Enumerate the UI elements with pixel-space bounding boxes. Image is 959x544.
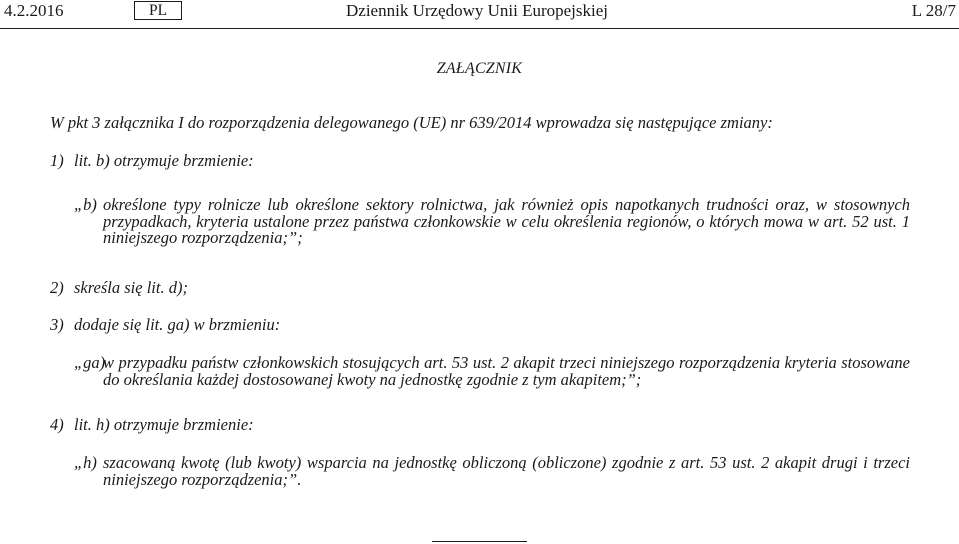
publication-date: 4.2.2016 bbox=[4, 1, 64, 20]
item-text: lit. b) otrzymuje brzmienie: bbox=[74, 151, 254, 170]
item-number: 1) bbox=[50, 151, 64, 170]
item-text: lit. h) otrzymuje brzmienie: bbox=[74, 415, 254, 434]
footnote-rule bbox=[432, 541, 527, 542]
quote-label: „h) bbox=[74, 453, 97, 472]
quote-text: określone typy rolnicze lub określone sektory rolnictwa, jak również opis napotkanych trudności oraz, w stosownych przypadkach, kryteria ustalone przez państwa członkowskie w celu określenia regionów, o których mowa w art. 52 ust. 1 niniejszego rozporządzenia;”; bbox=[103, 195, 910, 247]
quote-label: „b) bbox=[74, 195, 97, 214]
item-number: 4) bbox=[50, 415, 64, 434]
page-reference: L 28/7 bbox=[911, 1, 956, 20]
quoted-provision-h bbox=[74, 455, 910, 488]
quote-text: szacowaną kwotę (lub kwoty) wsparcia na jednostkę obliczoną (obliczone) zgodnie z art. 53 ust. 2 akapit drugi i trzeci niniejszego rozporządzenia;”. bbox=[103, 453, 910, 489]
quote-text: w przypadku państw członkowskich stosujących art. 53 ust. 2 akapit trzeci niniejszego rozporządzenia kryteria stosowane do określania każdej dostosowanej kwoty na jednostkę zgodnie z tym akapitem;”; bbox=[103, 353, 910, 389]
language-badge: PL bbox=[134, 1, 182, 20]
item-number: 3) bbox=[50, 315, 64, 334]
quote-label: „ga) bbox=[74, 353, 106, 372]
journal-title: Dziennik Urzędowy Unii Europejskiej bbox=[346, 1, 609, 20]
annex-title: ZAŁĄCZNIK bbox=[436, 60, 523, 77]
amendment-item-4 bbox=[50, 415, 254, 435]
quoted-provision-b bbox=[74, 197, 910, 247]
item-number: 2) bbox=[50, 278, 64, 297]
quoted-provision-ga bbox=[74, 355, 910, 388]
amendment-item-3 bbox=[50, 315, 280, 335]
intro-paragraph: W pkt 3 załącznika I do rozporządzenia delegowanego (UE) nr 639/2014 wprowadza się następujące zmiany: bbox=[50, 113, 773, 132]
amendment-item-1 bbox=[50, 151, 254, 171]
item-text: dodaje się lit. ga) w brzmieniu: bbox=[74, 315, 281, 334]
item-text: skreśla się lit. d); bbox=[74, 278, 188, 297]
amendment-item-2 bbox=[50, 278, 188, 298]
page-header bbox=[0, 0, 959, 29]
